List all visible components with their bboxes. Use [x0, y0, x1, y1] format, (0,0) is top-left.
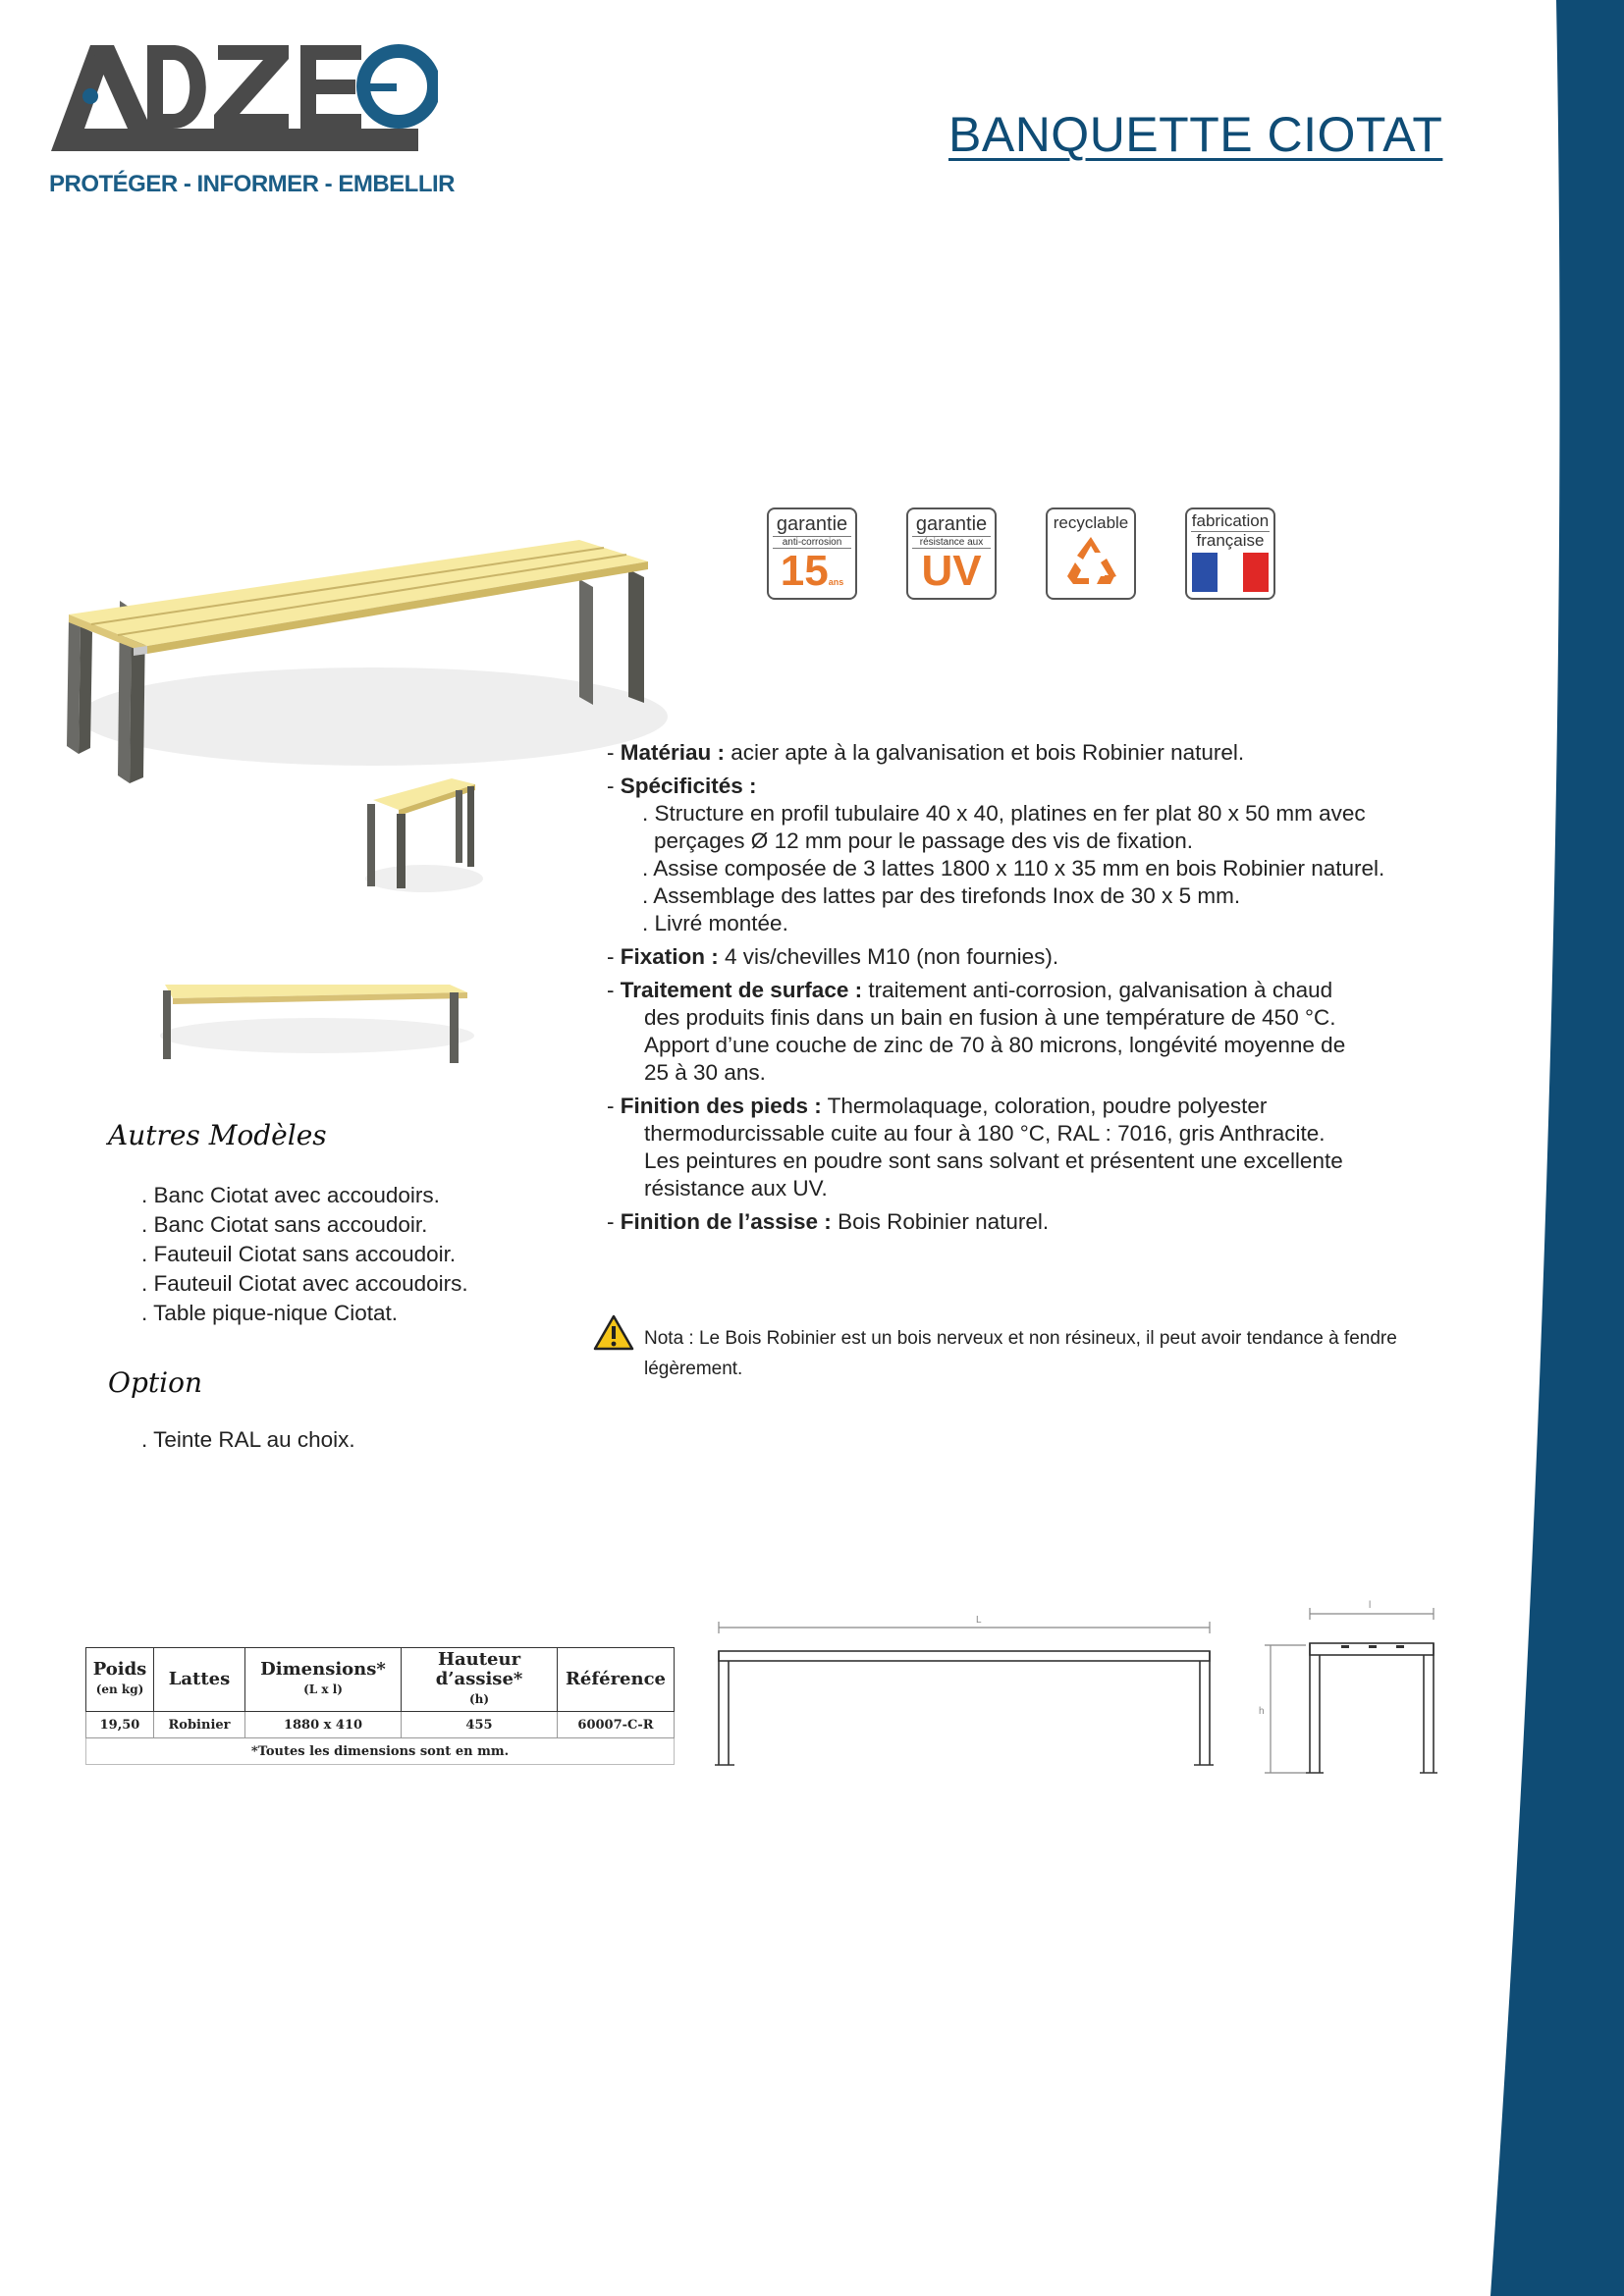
- spec-line: . Livré montée.: [642, 911, 788, 935]
- recycle-icon: [1061, 533, 1120, 588]
- bench-render-side: [353, 771, 491, 908]
- autres-modeles-list: [141, 1181, 468, 1328]
- header-lattes: Lattes: [154, 1648, 245, 1712]
- bench-render-front: [155, 977, 479, 1075]
- list-item: . Table pique-nique Ciotat.: [141, 1301, 399, 1325]
- spec-line: perçages Ø 12 mm pour le passage des vis de fixation.: [654, 828, 1194, 853]
- option-list: [141, 1425, 355, 1455]
- product-specifications: [607, 739, 1471, 1242]
- dimension-label-length: L: [976, 1615, 982, 1626]
- dimension-label-height: h: [1259, 1706, 1265, 1717]
- table-row: [86, 1712, 675, 1738]
- cell-poids: 19,50: [86, 1712, 154, 1738]
- spec-line: . Assise composée de 3 lattes 1800 x 110 x 35 mm en bois Robinier naturel.: [642, 856, 1385, 881]
- header-reference: Référence: [558, 1648, 675, 1712]
- nota-line: Nota : Le Bois Robinier est un bois nerveux et non résineux, il peut avoir tendance à fendre: [644, 1328, 1397, 1349]
- bench-render-large: [49, 520, 677, 795]
- cell-lattes: Robinier: [154, 1712, 245, 1738]
- table-note: *Toutes les dimensions sont en mm.: [86, 1738, 675, 1765]
- spec-materiau: - Matériau : acier apte à la galvanisation et bois Robinier naturel.: [607, 740, 1245, 765]
- badge-anti-corrosion-title: garantie: [776, 513, 848, 535]
- spec-finition-assise: - Finition de l’assise : Bois Robinier naturel.: [607, 1209, 1050, 1234]
- badge-anti-corrosion-value: 15ans: [780, 547, 844, 595]
- badge-uv-value: UV: [921, 547, 982, 595]
- nota-text: [644, 1323, 1459, 1384]
- badge-uv-subtitle: résistance aux: [912, 536, 991, 549]
- header-poids: Poids (en kg): [86, 1648, 154, 1712]
- spec-line: thermodurcissable cuite au four à 180 °C, RAL : 7016, gris Anthracite.: [644, 1121, 1326, 1146]
- list-item: . Teinte RAL au choix.: [141, 1427, 355, 1452]
- technical-drawing-front: [713, 1608, 1216, 1775]
- spec-line: Les peintures en poudre sont sans solvant et présentent une excellente: [644, 1148, 1343, 1173]
- badge-fabrication-francaise: [1185, 507, 1275, 600]
- side-decorative-band: [1453, 0, 1624, 2296]
- french-flag-icon: [1192, 553, 1269, 592]
- badge-fabrication-subtitle: française: [1191, 531, 1270, 550]
- brand-tagline: PROTÉGER - INFORMER - EMBELLIR: [49, 171, 455, 197]
- list-item: . Banc Ciotat avec accoudoirs.: [141, 1183, 440, 1207]
- page-title: BANQUETTE CIOTAT: [948, 107, 1443, 162]
- spec-line: 25 à 30 ans.: [644, 1060, 766, 1085]
- header-dimensions: Dimensions* (L x l): [245, 1648, 402, 1712]
- spec-line: . Assemblage des lattes par des tirefonds Inox de 30 x 5 mm.: [642, 883, 1241, 908]
- badge-uv-title: garantie: [915, 513, 988, 535]
- technical-drawing-side: [1257, 1600, 1439, 1781]
- header-hauteur: Hauteur d’assise* (h): [402, 1648, 558, 1712]
- spec-line: Apport d’une couche de zinc de 70 à 80 microns, longévité moyenne de: [644, 1033, 1346, 1057]
- list-item: . Fauteuil Ciotat avec accoudoirs.: [141, 1271, 468, 1296]
- spec-finition-pieds: - Finition des pieds : Thermolaquage, coloration, poudre polyester thermodurcissable cuite au four à 180 °C, RAL : 7016, gris Anthracite. Les peintures en poudre sont sans solvant et présentent une excellente résistance aux UV.: [607, 1093, 1471, 1202]
- warning-icon: [593, 1314, 634, 1352]
- specification-table: [85, 1647, 675, 1765]
- table-header-row: [86, 1648, 675, 1712]
- cell-hauteur: 455: [402, 1712, 558, 1738]
- badge-fabrication-title: fabrication: [1191, 511, 1270, 530]
- dimension-label-width: l: [1369, 1600, 1372, 1611]
- nota-line: légèrement.: [644, 1359, 743, 1379]
- badge-anti-corrosion-subtitle: anti-corrosion: [773, 536, 851, 549]
- list-item: . Fauteuil Ciotat sans accoudoir.: [141, 1242, 457, 1266]
- list-item: . Banc Ciotat sans accoudoir.: [141, 1212, 428, 1237]
- badge-recyclable-title: recyclable: [1053, 513, 1129, 532]
- table-note-row: [86, 1738, 675, 1765]
- badge-anti-corrosion: [767, 507, 857, 600]
- spec-line: des produits finis dans un bain en fusion à une température de 450 °C.: [644, 1005, 1336, 1030]
- spec-fixation: - Fixation : 4 vis/chevilles M10 (non fournies).: [607, 944, 1059, 969]
- spec-line: résistance aux UV.: [644, 1176, 828, 1201]
- option-title: Option: [108, 1366, 202, 1399]
- spec-specificites-list: [607, 800, 1471, 937]
- spec-specificites: - Spécificités :: [607, 774, 757, 798]
- badge-recyclable: [1046, 507, 1136, 600]
- cell-reference: 60007-C-R: [558, 1712, 675, 1738]
- spec-traitement: - Traitement de surface : traitement anti-corrosion, galvanisation à chaud des produits finis dans un bain en fusion à une température de 450 °C. Apport d’une couche de zinc de 70 à 80 microns, longévité moyenne de 25 à 30 ans.: [607, 977, 1471, 1087]
- cell-dimensions: 1880 x 410: [245, 1712, 402, 1738]
- autres-modeles-title: Autres Modèles: [108, 1119, 327, 1151]
- spec-line: . Structure en profil tubulaire 40 x 40, platines en fer plat 80 x 50 mm avec: [642, 801, 1366, 826]
- badge-uv: [906, 507, 997, 600]
